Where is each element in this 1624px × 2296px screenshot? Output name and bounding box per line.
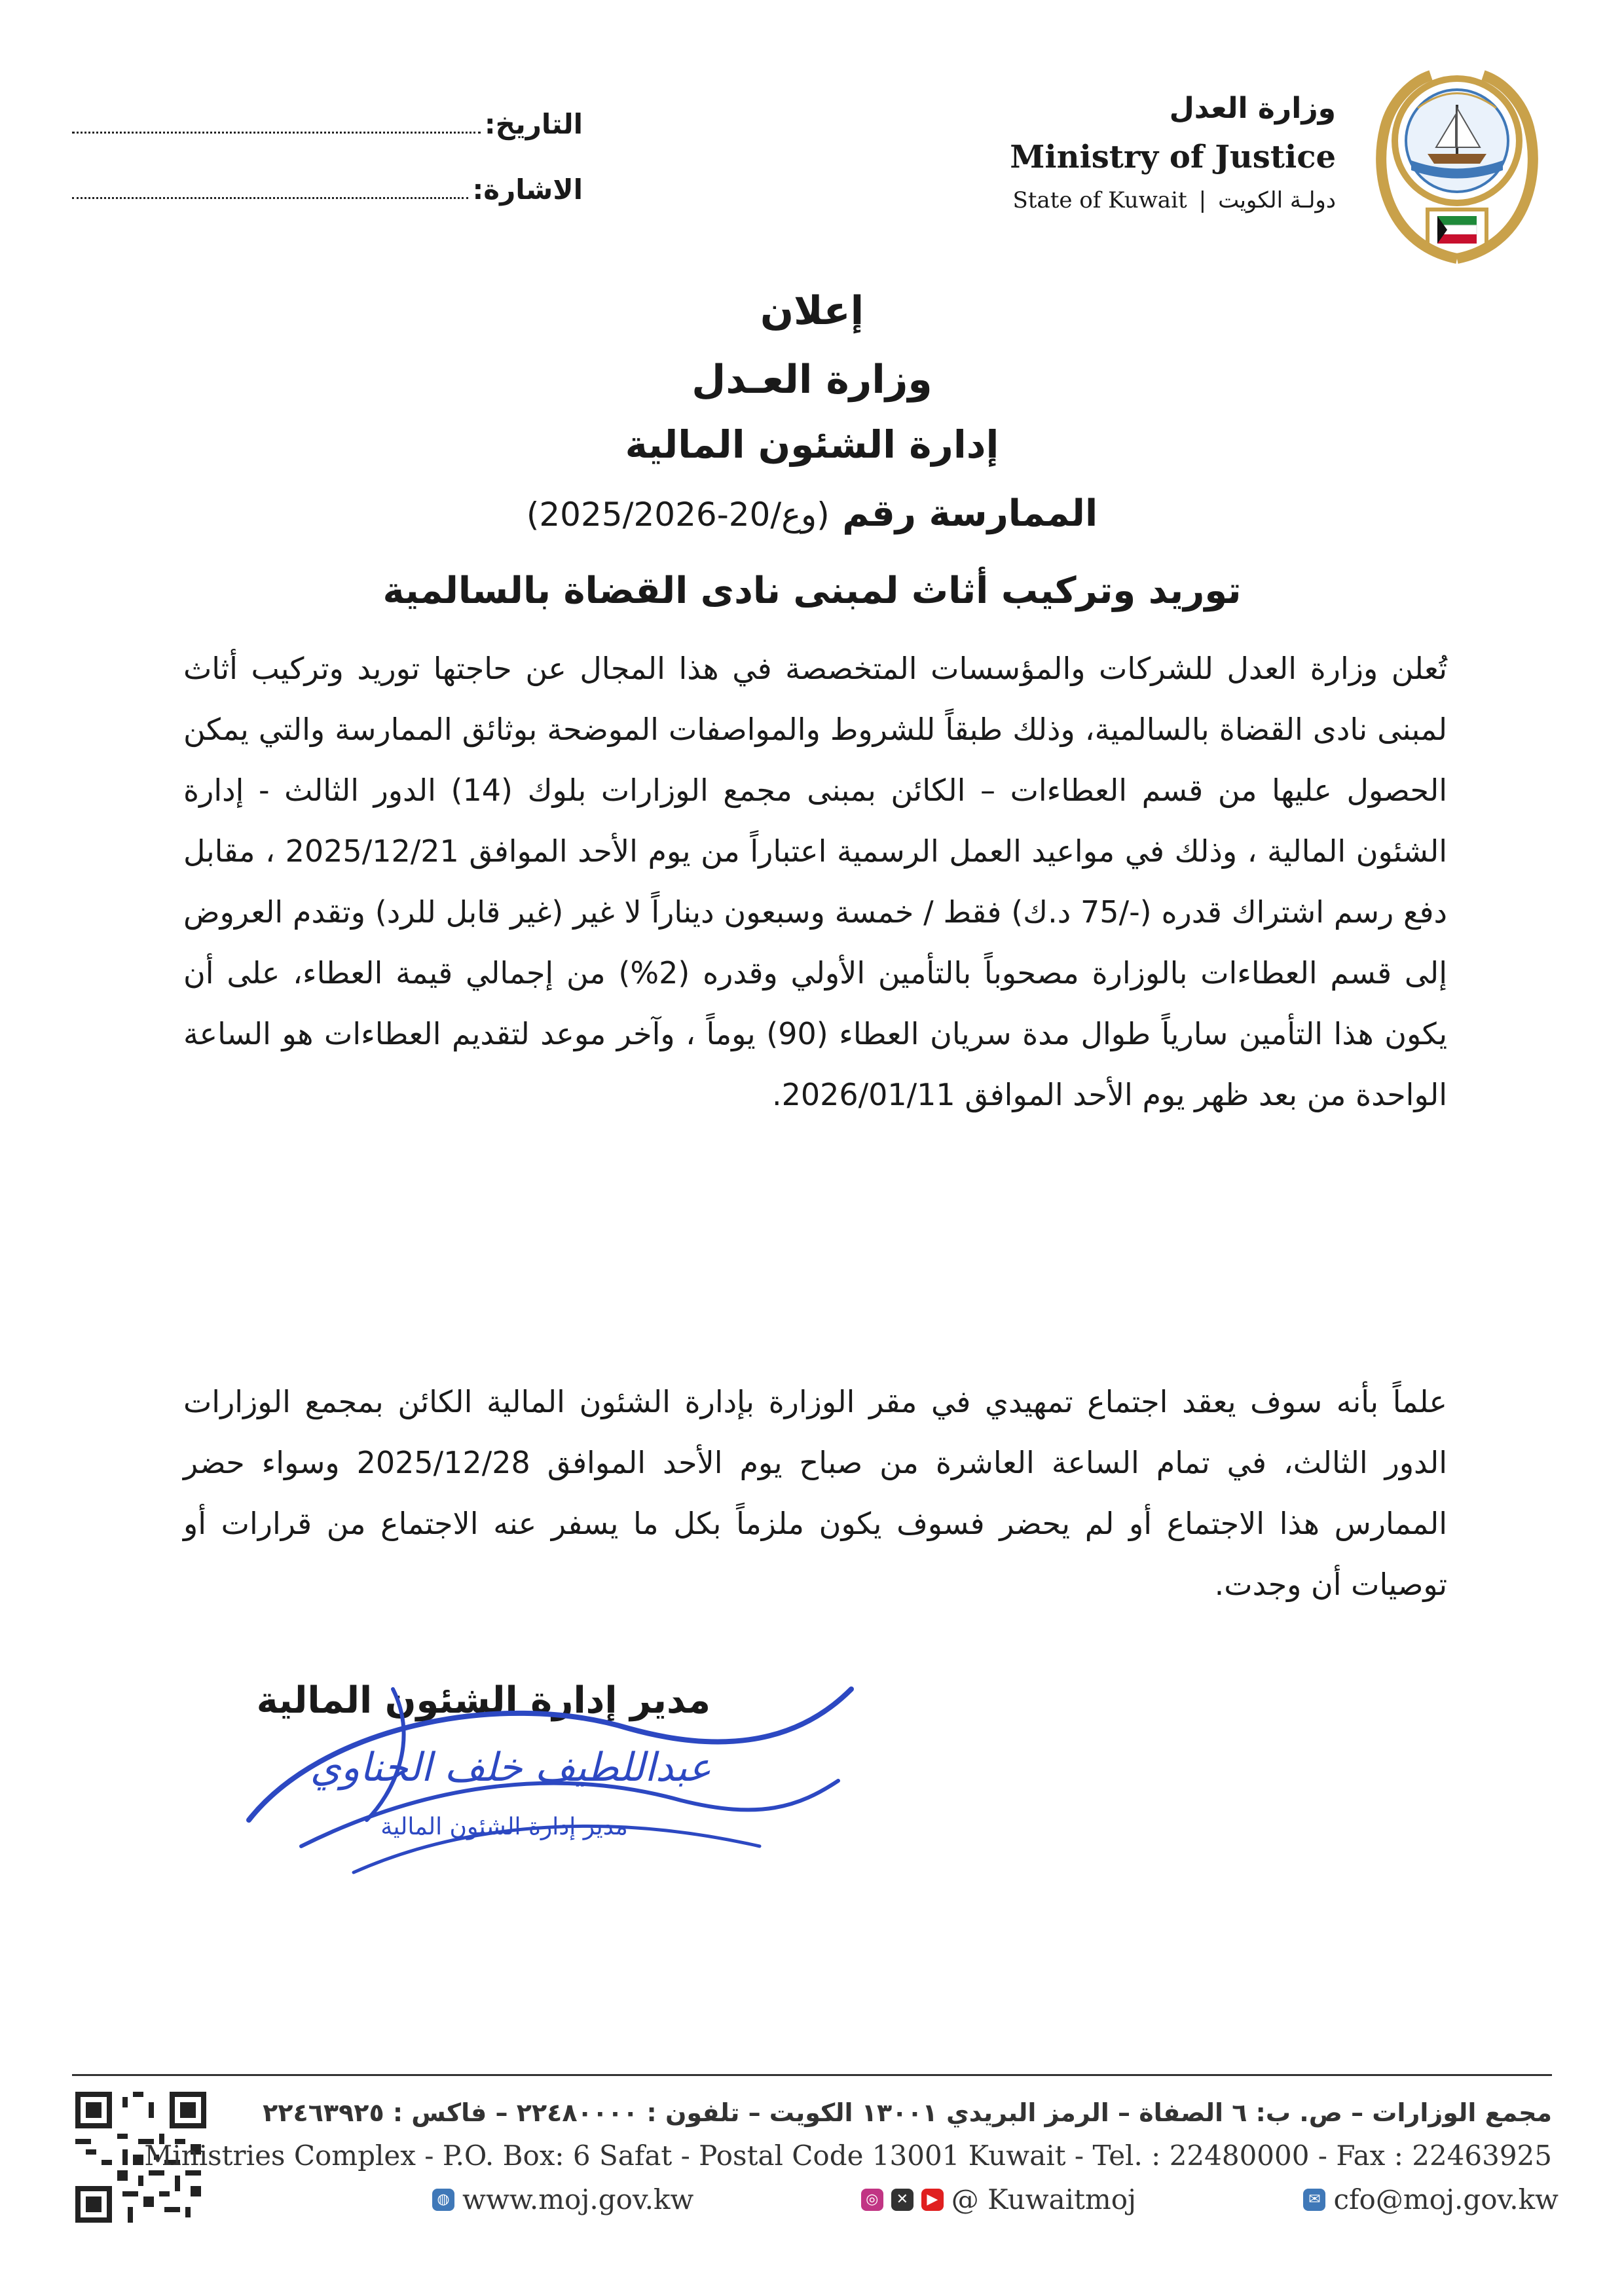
- state-name-english: State of Kuwait: [1012, 187, 1187, 213]
- mail-icon: ✉: [1303, 2189, 1325, 2211]
- reference-dotted-line: [72, 177, 468, 199]
- reference-field: [72, 173, 583, 206]
- globe-icon: ◍: [432, 2189, 454, 2211]
- ministry-heading: وزارة العـدل: [692, 357, 932, 403]
- practice-number-heading: [0, 492, 1624, 535]
- website-group: [432, 2183, 693, 2215]
- instagram-icon: ◎: [861, 2189, 883, 2211]
- footer-address-english: Ministries Complex - P.O. Box: 6 Safat - Postal Code 13001 Kuwait - Tel. : 22480000 - Fax : 22463925: [144, 2140, 1552, 2172]
- reference-label: الاشارة:: [472, 173, 583, 206]
- social-group: [861, 2183, 1136, 2215]
- body-paragraph-1: تُعلن وزارة العدل للشركات والمؤسسات المتخصصة في هذا المجال عن حاجتها توريد وتركيب أثاث لمبنى نادى القضاة بالسالمية، وذلك طبقاً للشروط والمواصفات الموضحة بوثائق الممارسة والتي يمكن الحصول عليها من قسم العطاءات – الكائن بمبنى مجمع الوزارات بلوك (14) الدور الثالث - إدارة الشئون المالية ، وذلك في مواعيد العمل الرسمية اعتباراً من يوم الأحد الموافق 2025/12/21 ، مقابل دفع رسم اشتراك قدره (-/75 د.ك) فقط / خمسة وسبعون ديناراً لا غير (غير قابل للرد) وتقدم العروض إلى قسم العطاءات بالوزارة مصحوباً بالتأمين الأولي وقدره (2%) من إجمالي قيمة العطاء، على أن يكون هذا التأمين سارياً طوال مدة سريان العطاء (90) يوماً ، وآخر موعد لتقديم العطاءات هو الساعة الواحدة من بعد ظهر يوم الأحد الموافق 2026/01/11.: [183, 651, 1448, 1112]
- handwritten-signature-name: عبداللطيف خلف الحناوي: [310, 1745, 712, 1791]
- email-group: [1303, 2183, 1559, 2215]
- announcement-heading: إعلان: [760, 288, 864, 334]
- practice-number: (وع/20-2025/2026): [526, 496, 830, 534]
- website-link[interactable]: www.moj.gov.kw: [462, 2183, 694, 2215]
- footer-divider: [72, 2074, 1552, 2076]
- subject-heading: توريد وتركيب أثاث لمبنى نادى القضاة بالسالمية: [382, 570, 1242, 612]
- department-heading: إدارة الشئون المالية: [625, 422, 999, 467]
- ministry-name-english: Ministry of Justice: [1010, 139, 1336, 175]
- ministry-name-arabic: وزارة العدل: [1169, 92, 1336, 125]
- state-line: [1012, 187, 1336, 213]
- practice-label: الممارسة رقم: [842, 492, 1098, 535]
- date-label: التاريخ:: [484, 108, 583, 140]
- footer-contact-row: [432, 2183, 1559, 2215]
- signatory-title: مدير إدارة الشئون المالية: [256, 1679, 710, 1722]
- social-handle[interactable]: @ Kuwaitmoj: [951, 2183, 1137, 2215]
- state-name-arabic: دولـة الكويت: [1218, 187, 1336, 213]
- x-icon: ✕: [891, 2189, 913, 2211]
- body-paragraph-2: علماً بأنه سوف يعقد اجتماع تمهيدي في مقر الوزارة بإدارة الشئون المالية الكائن بمجمع الوزارات الدور الثالث، في تمام الساعة العاشرة من صباح يوم الأحد الموافق 2025/12/28 وسواء حضر الممارس هذا الاجتماع أو لم يحضر فسوف يكون ملزماً بكل ما يسفر عنه الاجتماع من قرارات أو توصيات أن وجدت.: [183, 1384, 1447, 1602]
- state-separator: |: [1198, 187, 1207, 213]
- date-field: [72, 108, 583, 140]
- email-link[interactable]: cfo@moj.gov.kw: [1333, 2183, 1559, 2215]
- footer-address-arabic: مجمع الوزارات – ص. ب: ٦ الصفاة – الرمز البريدي ١٣٠٠١ الكويت – تلفون : ٢٢٤٨٠٠٠٠ – فاكس : ٢٢٤٦٣٩٢٥: [263, 2098, 1552, 2127]
- signature-stamp-text: مدير إدارة الشئون المالية: [380, 1813, 628, 1840]
- kuwait-emblem-icon: [1365, 62, 1549, 278]
- youtube-icon: ▶: [921, 2189, 944, 2211]
- date-dotted-line: [72, 112, 481, 134]
